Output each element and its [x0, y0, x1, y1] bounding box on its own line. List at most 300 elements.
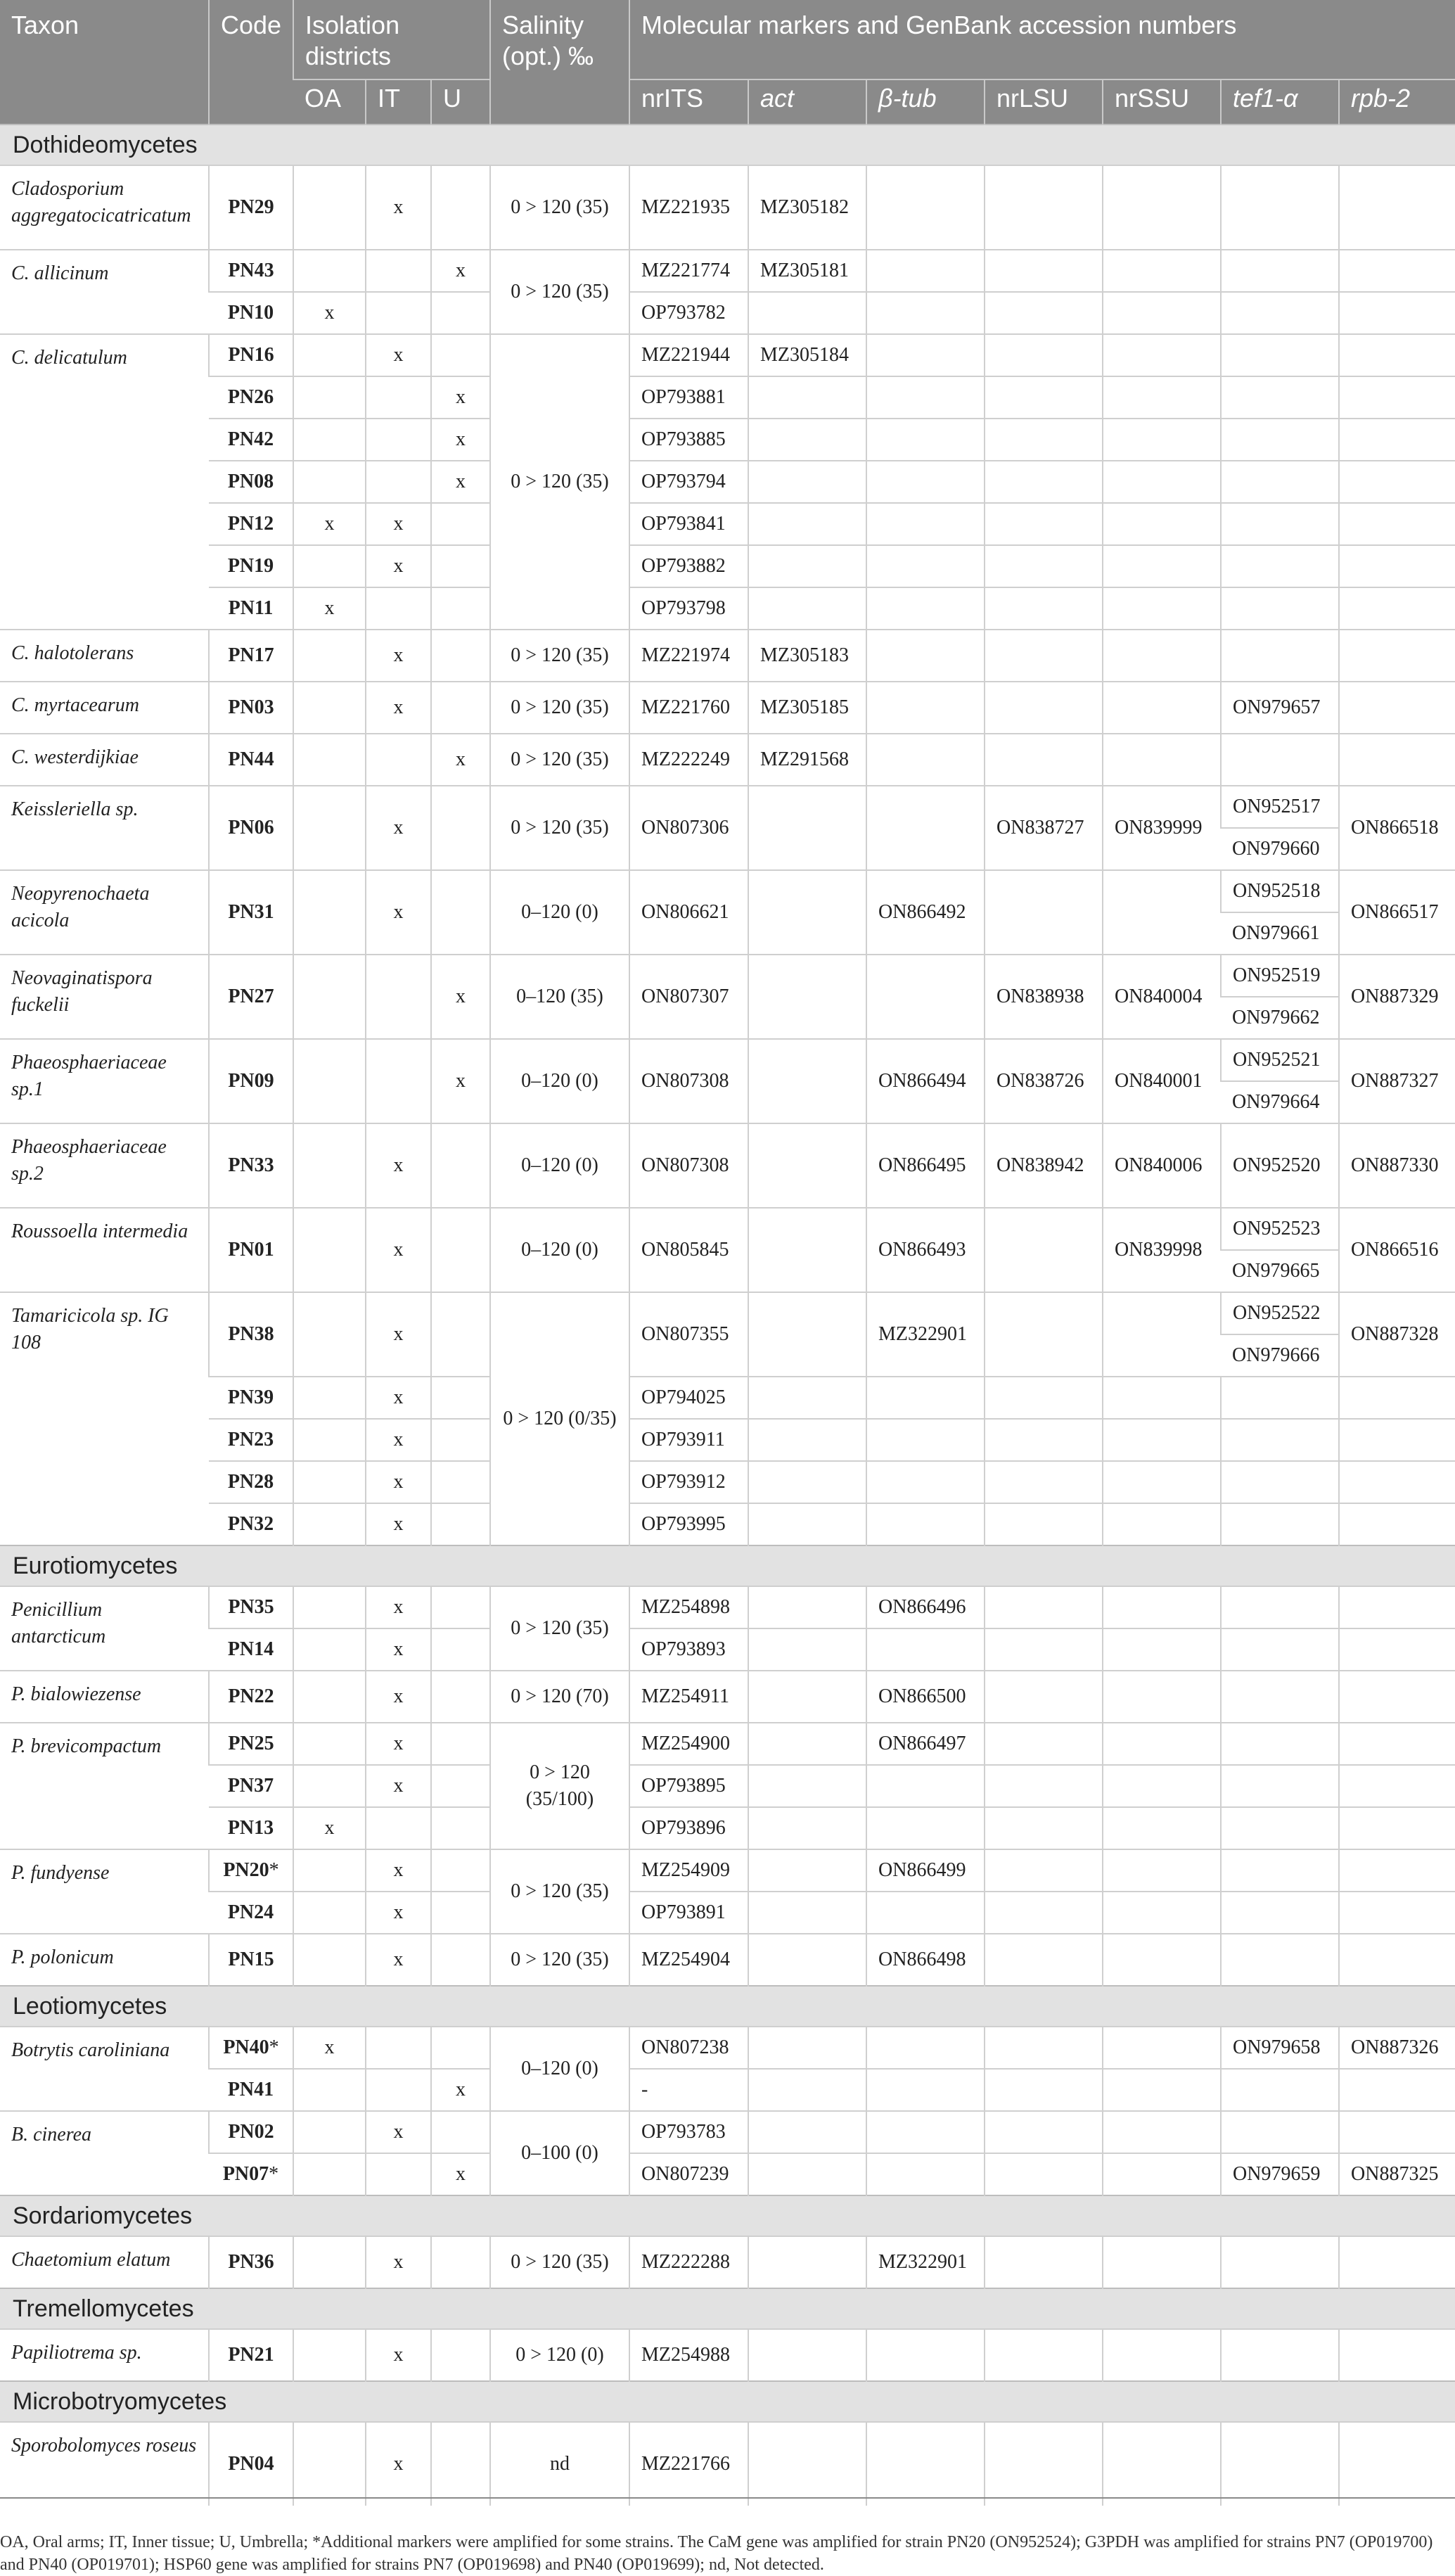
accession-nrssu [1103, 2329, 1221, 2381]
accession-nrlsu [985, 870, 1103, 955]
table-row [0, 1849, 1455, 1892]
accession-act: MZ305182 [748, 165, 866, 250]
isolation-oa [293, 1123, 366, 1208]
accession-btub [866, 461, 985, 503]
accession-rpb2 [1339, 2111, 1455, 2153]
strain-code-text: PN21 [228, 2344, 274, 2366]
accession-tef1a: ON979657 [1221, 682, 1339, 734]
accession-rpb2: ON887327 [1339, 1039, 1455, 1123]
accession-nrssu [1103, 870, 1221, 955]
isolation-it: x [366, 682, 431, 734]
accession-nrlsu [985, 545, 1103, 587]
accession-nrssu [1103, 419, 1221, 461]
accession-act [748, 1123, 866, 1208]
isolation-oa [293, 1419, 366, 1461]
accession-nrssu [1103, 503, 1221, 545]
accession-rpb2 [1339, 419, 1455, 461]
salinity-cell: 0 > 120 (35) [490, 734, 629, 786]
isolation-oa [293, 1671, 366, 1723]
accession-btub [866, 1377, 985, 1419]
strain-code [209, 786, 293, 870]
accession-act [748, 1586, 866, 1628]
accession-btub: ON866493 [866, 1208, 985, 1292]
accession-tef1a [1221, 1461, 1339, 1503]
accession-act [748, 2069, 866, 2111]
strain-code [209, 376, 293, 419]
accession-rpb2: ON887328 [1339, 1292, 1455, 1377]
accession-nrits: ON806621 [629, 870, 748, 955]
accession-nrits: ON807239 [629, 2153, 748, 2195]
salinity-cell: 0 > 120 (0) [490, 2329, 629, 2381]
group-row [0, 2195, 1455, 2236]
accession-tef1a: ON952520 [1221, 1123, 1339, 1208]
isolation-oa [293, 2069, 366, 2111]
isolation-oa [293, 2153, 366, 2195]
accession-nrlsu [985, 2422, 1103, 2506]
strain-code-text: PN15 [228, 1949, 274, 1970]
strain-code-text: PN20 [223, 1859, 269, 1881]
accession-nrssu [1103, 2236, 1221, 2288]
accession-nrlsu [985, 1671, 1103, 1723]
accession-btub [866, 955, 985, 1039]
accession-rpb2 [1339, 1628, 1455, 1671]
isolation-oa [293, 376, 366, 419]
isolation-oa [293, 786, 366, 870]
accession-rpb2 [1339, 1503, 1455, 1545]
accession-tef1a [1221, 2329, 1339, 2381]
strain-code [209, 1765, 293, 1807]
accession-nrits: - [629, 2069, 748, 2111]
isolation-it: x [366, 1628, 431, 1671]
taxon-cell: Tamaricicola sp. IG 108 [0, 1292, 209, 1545]
accession-act [748, 1461, 866, 1503]
accession-btub [866, 2153, 985, 2195]
strain-code [209, 2153, 293, 2195]
accession-nrssu: ON840001 [1103, 1039, 1221, 1123]
accession-rpb2 [1339, 2069, 1455, 2111]
accession-tef1a [1221, 2069, 1339, 2111]
accession-nrits: OP793798 [629, 587, 748, 630]
isolation-u: x [431, 461, 490, 503]
accession-nrssu [1103, 2111, 1221, 2153]
table-row [0, 786, 1455, 828]
taxon-cell: C. westerdijkiae [0, 734, 209, 786]
accession-act [748, 1208, 866, 1292]
accession-btub: ON866500 [866, 1671, 985, 1723]
isolation-it: x [366, 786, 431, 870]
accession-nrits: MZ221935 [629, 165, 748, 250]
isolation-u [431, 2111, 490, 2153]
isolation-oa [293, 419, 366, 461]
strain-code [209, 587, 293, 630]
accession-nrits: MZ221766 [629, 2422, 748, 2506]
header-u: U [431, 79, 490, 125]
accession-nrssu [1103, 2153, 1221, 2195]
accession-nrlsu [985, 630, 1103, 682]
accession-nrssu [1103, 165, 1221, 250]
accession-nrits: ON807308 [629, 1039, 748, 1123]
strain-code-text: PN01 [228, 1239, 274, 1261]
accession-nrits: MZ222288 [629, 2236, 748, 2288]
accession-nrits: ON807306 [629, 786, 748, 870]
accession-act [748, 587, 866, 630]
isolation-u: x [431, 1039, 490, 1123]
accession-act: MZ305181 [748, 250, 866, 292]
header-btub: β-tub [866, 79, 985, 125]
accession-nrits: OP793782 [629, 292, 748, 334]
salinity-cell: 0 > 120 (35) [490, 786, 629, 870]
strain-code [209, 503, 293, 545]
accession-nrssu [1103, 292, 1221, 334]
accession-nrits: OP793896 [629, 1807, 748, 1849]
strain-code [209, 1419, 293, 1461]
accession-act [748, 1807, 866, 1849]
isolation-u [431, 334, 490, 376]
salinity-cell: 0 > 120 (70) [490, 1671, 629, 1723]
group-row [0, 1986, 1455, 2027]
table-row [0, 1419, 1455, 1461]
table-row [0, 1671, 1455, 1723]
accession-rpb2 [1339, 630, 1455, 682]
taxon-cell: Neopyrenochaeta acicola [0, 870, 209, 955]
group-label: Tremellomycetes [0, 2288, 1455, 2329]
accession-rpb2: ON887330 [1339, 1123, 1455, 1208]
accession-nrssu [1103, 630, 1221, 682]
strain-code [209, 419, 293, 461]
isolation-it: x [366, 1419, 431, 1461]
group-label: Eurotiomycetes [0, 1545, 1455, 1586]
accession-tef1a [1221, 2236, 1339, 2288]
table-row [0, 1503, 1455, 1545]
taxon-cell: Chaetomium elatum [0, 2236, 209, 2288]
accession-btub: ON866495 [866, 1123, 985, 1208]
accession-rpb2 [1339, 292, 1455, 334]
accession-tef1a-2: ON979660 [1221, 828, 1339, 870]
isolation-oa: x [293, 587, 366, 630]
table-row [0, 503, 1455, 545]
isolation-oa [293, 1503, 366, 1545]
isolation-oa [293, 1208, 366, 1292]
table-row [0, 1461, 1455, 1503]
isolation-oa [293, 1292, 366, 1377]
accession-rpb2 [1339, 734, 1455, 786]
strain-code-text: PN19 [227, 555, 274, 577]
accession-act: MZ305185 [748, 682, 866, 734]
isolation-u [431, 1892, 490, 1934]
accession-nrssu [1103, 1671, 1221, 1723]
table-row [0, 734, 1455, 786]
accession-nrits: OP793882 [629, 545, 748, 587]
isolation-oa [293, 334, 366, 376]
table-row [0, 1586, 1455, 1628]
accession-btub [866, 682, 985, 734]
taxon-cell: C. halotolerans [0, 630, 209, 682]
accession-rpb2 [1339, 1892, 1455, 1934]
strain-code-text: PN11 [228, 597, 274, 619]
isolation-oa [293, 1934, 366, 1986]
isolation-u: x [431, 2153, 490, 2195]
isolation-u: x [431, 419, 490, 461]
strain-code [209, 630, 293, 682]
accession-act [748, 545, 866, 587]
accession-tef1a [1221, 419, 1339, 461]
header-nrits: nrITS [629, 79, 748, 125]
table-row [0, 545, 1455, 587]
isolation-it: x [366, 1377, 431, 1419]
accession-nrlsu [985, 1628, 1103, 1671]
accession-rpb2 [1339, 587, 1455, 630]
isolation-u: x [431, 376, 490, 419]
strain-code [209, 2422, 293, 2506]
accession-act [748, 1892, 866, 1934]
strain-code [209, 1503, 293, 1545]
isolation-u [431, 1292, 490, 1377]
accession-rpb2 [1339, 682, 1455, 734]
strain-code [209, 955, 293, 1039]
strain-code [209, 1208, 293, 1292]
accession-nrssu [1103, 376, 1221, 419]
salinity-cell: 0 > 120 (35/100) [490, 1723, 629, 1849]
group-row [0, 2288, 1455, 2329]
taxon-cell: Neovaginatispora fuckelii [0, 955, 209, 1039]
accession-btub [866, 786, 985, 870]
accession-btub [866, 1807, 985, 1849]
isolation-oa [293, 2236, 366, 2288]
isolation-it: x [366, 1849, 431, 1892]
isolation-it: x [366, 2111, 431, 2153]
accession-nrssu [1103, 250, 1221, 292]
table-row [0, 1723, 1455, 1765]
accession-act [748, 419, 866, 461]
accession-rpb2 [1339, 250, 1455, 292]
header-code: Code [209, 0, 293, 125]
isolation-it [366, 1039, 431, 1123]
isolation-it: x [366, 2236, 431, 2288]
accession-act: MZ305184 [748, 334, 866, 376]
strain-code-text: PN32 [227, 1513, 274, 1535]
accession-tef1a [1221, 2111, 1339, 2153]
table-row [0, 1292, 1455, 1334]
group-label: Microbotryomycetes [0, 2381, 1455, 2422]
salinity-cell: 0 > 120 (35) [490, 1849, 629, 1934]
table-row [0, 376, 1455, 419]
accession-nrits: OP793783 [629, 2111, 748, 2153]
accession-act [748, 1377, 866, 1419]
accession-nrssu [1103, 1586, 1221, 1628]
strain-code [209, 1461, 293, 1503]
accession-nrlsu [985, 334, 1103, 376]
accession-nrssu [1103, 682, 1221, 734]
isolation-u: x [431, 734, 490, 786]
strain-code-text: PN02 [228, 2121, 274, 2143]
strain-code-text: PN35 [228, 1596, 274, 1618]
accession-act [748, 1723, 866, 1765]
table-row [0, 2153, 1455, 2195]
accession-nrits: MZ221974 [629, 630, 748, 682]
group-row [0, 2381, 1455, 2422]
accession-tef1a [1221, 1671, 1339, 1723]
strain-code-text: PN42 [227, 428, 274, 450]
salinity-cell: 0–120 (0) [490, 2027, 629, 2111]
isolation-u [431, 1586, 490, 1628]
isolation-u: x [431, 955, 490, 1039]
accession-nrssu: ON840006 [1103, 1123, 1221, 1208]
accession-nrits: OP793895 [629, 1765, 748, 1807]
taxon-cell: P. brevicompactum [0, 1723, 209, 1849]
accession-act: MZ291568 [748, 734, 866, 786]
accession-nrssu [1103, 1419, 1221, 1461]
accession-nrssu [1103, 461, 1221, 503]
strain-code-text: PN29 [228, 196, 274, 218]
accession-nrlsu [985, 2329, 1103, 2381]
accession-act [748, 292, 866, 334]
accession-act [748, 2027, 866, 2069]
accession-nrssu [1103, 1461, 1221, 1503]
accession-act [748, 461, 866, 503]
accession-tef1a: ON952522 [1221, 1292, 1339, 1334]
accession-nrssu [1103, 734, 1221, 786]
table-row [0, 955, 1455, 997]
isolation-it: x [366, 1586, 431, 1628]
isolation-it: x [366, 870, 431, 955]
accession-btub [866, 1419, 985, 1461]
accession-nrssu [1103, 1765, 1221, 1807]
accession-tef1a [1221, 376, 1339, 419]
accession-act: MZ305183 [748, 630, 866, 682]
accession-rpb2 [1339, 2422, 1455, 2506]
accession-nrlsu [985, 2236, 1103, 2288]
group-row [0, 125, 1455, 165]
accession-nrits: ON805845 [629, 1208, 748, 1292]
table-row [0, 2236, 1455, 2288]
accession-tef1a [1221, 545, 1339, 587]
accession-nrssu: ON839998 [1103, 1208, 1221, 1292]
header-molecular-markers: Molecular markers and GenBank accession numbers [629, 0, 1455, 79]
accession-rpb2: ON866517 [1339, 870, 1455, 955]
strain-code [209, 250, 293, 292]
accession-btub: MZ322901 [866, 1292, 985, 1377]
accession-nrlsu [985, 2069, 1103, 2111]
accession-rpb2 [1339, 1419, 1455, 1461]
isolation-oa [293, 955, 366, 1039]
taxon-cell: Cladosporium aggregatocicatricatum [0, 165, 209, 250]
accession-act [748, 2329, 866, 2381]
accession-rpb2 [1339, 2329, 1455, 2381]
taxon-cell: Sporobolomyces roseus [0, 2422, 209, 2506]
accession-tef1a [1221, 734, 1339, 786]
salinity-cell: 0 > 120 (35) [490, 1586, 629, 1671]
strain-code [209, 2027, 293, 2069]
accession-tef1a: ON952519 [1221, 955, 1339, 997]
isolation-u [431, 1377, 490, 1419]
strain-code [209, 461, 293, 503]
strain-code [209, 1807, 293, 1849]
accession-btub [866, 734, 985, 786]
strain-code-text: PN04 [228, 2453, 274, 2475]
asterisk-mark: * [269, 2036, 279, 2058]
accession-nrits: OP793912 [629, 1461, 748, 1503]
isolation-oa [293, 1723, 366, 1765]
isolation-it: x [366, 1208, 431, 1292]
taxon-cell: Phaeosphaeriaceae sp.1 [0, 1039, 209, 1123]
table-row [0, 1377, 1455, 1419]
accession-tef1a-2: ON979665 [1221, 1250, 1339, 1292]
accession-tef1a [1221, 165, 1339, 250]
accession-act [748, 955, 866, 1039]
taxon-cell: P. polonicum [0, 1934, 209, 1986]
salinity-cell: 0–100 (0) [490, 2111, 629, 2195]
accession-nrits: OP793891 [629, 1892, 748, 1934]
isolation-u [431, 2027, 490, 2069]
strain-code [209, 1671, 293, 1723]
strain-code-text: PN37 [227, 1775, 274, 1797]
accession-rpb2 [1339, 2236, 1455, 2288]
accession-btub [866, 1628, 985, 1671]
accession-act [748, 2236, 866, 2288]
accession-rpb2 [1339, 1377, 1455, 1419]
accession-rpb2: ON866516 [1339, 1208, 1455, 1292]
accession-nrlsu [985, 1208, 1103, 1292]
isolation-oa [293, 545, 366, 587]
accession-nrssu [1103, 1723, 1221, 1765]
accession-btub [866, 2329, 985, 2381]
accession-btub: ON866492 [866, 870, 985, 955]
header-isolation-districts: Isolation districts [293, 0, 490, 79]
isolation-oa [293, 1461, 366, 1503]
accession-nrssu [1103, 334, 1221, 376]
accession-nrlsu [985, 734, 1103, 786]
accession-tef1a [1221, 292, 1339, 334]
salinity-cell: nd [490, 2422, 629, 2506]
header-nrlsu: nrLSU [985, 79, 1103, 125]
strain-code [209, 2236, 293, 2288]
strain-code-text: PN39 [227, 1386, 274, 1408]
accession-tef1a [1221, 1765, 1339, 1807]
accession-nrlsu: ON838938 [985, 955, 1103, 1039]
accession-nrssu [1103, 1849, 1221, 1892]
strain-code [209, 1628, 293, 1671]
asterisk-mark: * [269, 2163, 279, 2185]
group-row [0, 1545, 1455, 1586]
isolation-it [366, 2153, 431, 2195]
group-label: Sordariomycetes [0, 2195, 1455, 2236]
accession-nrlsu [985, 1892, 1103, 1934]
accession-rpb2 [1339, 461, 1455, 503]
accession-act [748, 2153, 866, 2195]
isolation-oa [293, 1377, 366, 1419]
accession-btub [866, 545, 985, 587]
accession-nrlsu [985, 2153, 1103, 2195]
taxon-cell: B. cinerea [0, 2111, 209, 2195]
accession-btub: ON866497 [866, 1723, 985, 1765]
strain-code-text: PN13 [227, 1817, 274, 1839]
accession-nrits: MZ254911 [629, 1671, 748, 1723]
table-row [0, 2329, 1455, 2381]
accession-nrlsu [985, 461, 1103, 503]
isolation-oa [293, 870, 366, 955]
table-body [0, 125, 1455, 2506]
accession-rpb2 [1339, 1934, 1455, 1986]
accession-nrits: MZ222249 [629, 734, 748, 786]
accession-nrits: MZ221774 [629, 250, 748, 292]
accession-tef1a [1221, 587, 1339, 630]
isolation-u [431, 1503, 490, 1545]
accession-nrits: ON807238 [629, 2027, 748, 2069]
accession-nrits: MZ254909 [629, 1849, 748, 1892]
accession-nrlsu [985, 1765, 1103, 1807]
strain-code [209, 1723, 293, 1765]
isolation-oa [293, 2422, 366, 2506]
